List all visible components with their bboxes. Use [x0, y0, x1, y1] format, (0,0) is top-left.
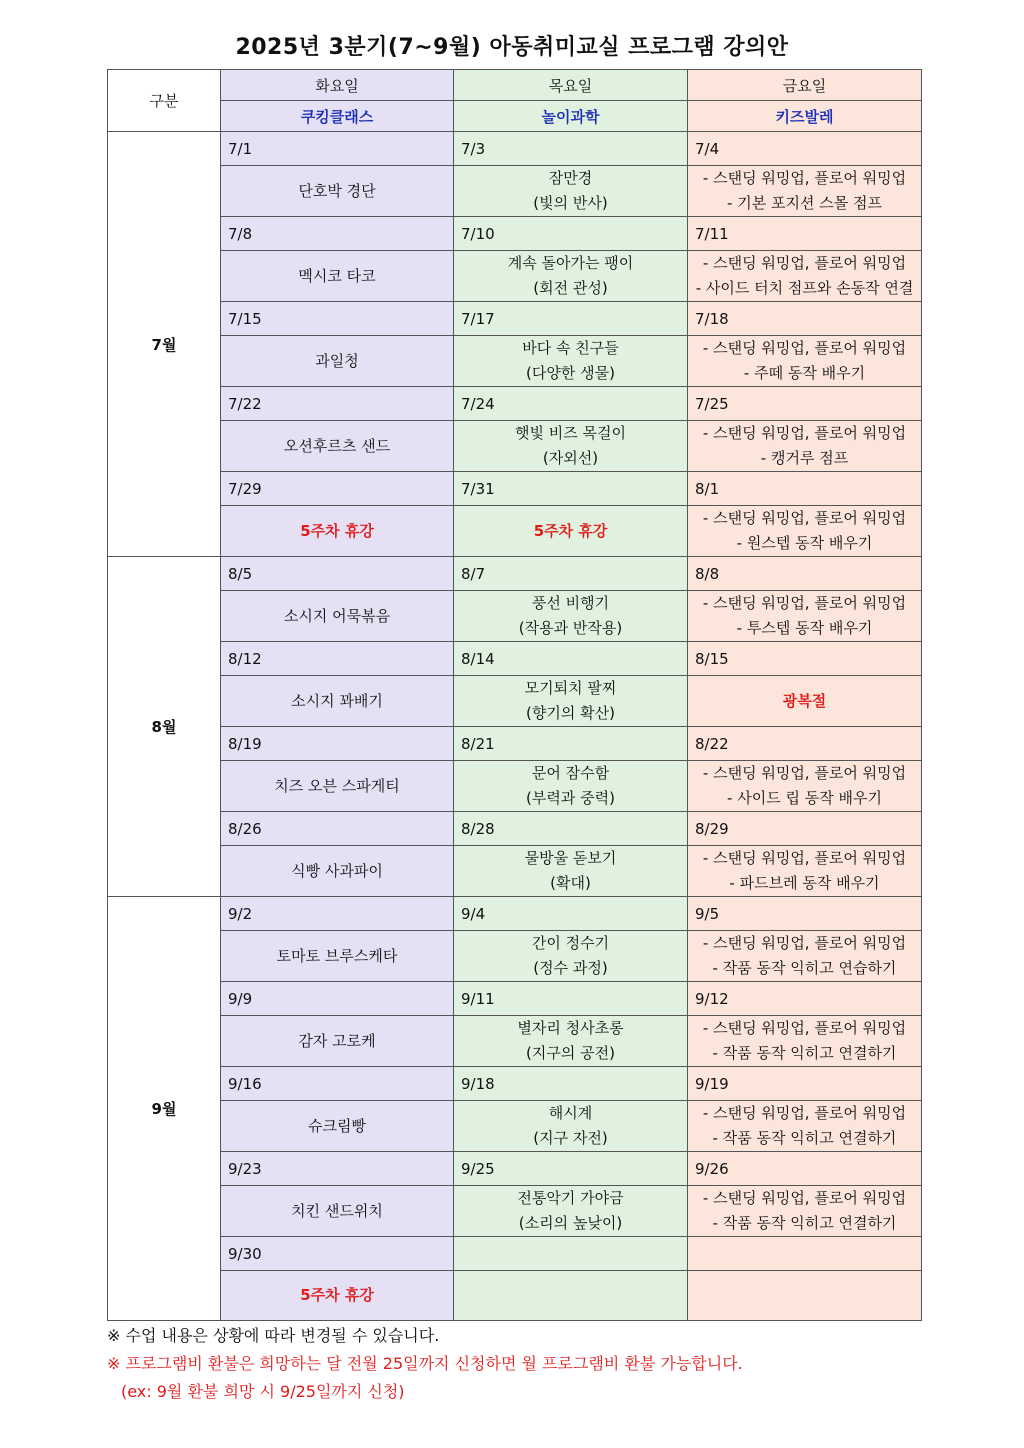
- date-row: [108, 557, 922, 591]
- friday-class-line: - 스탠딩 워밍업, 플로어 워밍업: [702, 1104, 907, 1122]
- friday-class-line: - 스탠딩 워밍업, 플로어 워밍업: [702, 934, 907, 952]
- friday-class-cell: [688, 591, 922, 642]
- day-header-friday: 금요일: [688, 70, 922, 101]
- thursday-class-cell: [454, 676, 688, 727]
- friday-class-cell: [688, 676, 922, 727]
- friday-date: 8/22: [688, 727, 922, 761]
- thursday-date: 9/18: [454, 1067, 688, 1101]
- thursday-date: 9/11: [454, 982, 688, 1016]
- tuesday-class-line: 소시지 어묵볶음: [283, 606, 391, 625]
- tuesday-date: 7/29: [221, 472, 454, 506]
- tuesday-class-cell: [221, 676, 454, 727]
- note-refund: ※ 프로그램비 환불은 희망하는 달 전월 25일까지 신청하면 월 프로그램비 환불 가능합니다.: [107, 1354, 743, 1373]
- friday-class-cell: [688, 506, 922, 557]
- tuesday-date: 9/16: [221, 1067, 454, 1101]
- friday-date: 9/19: [688, 1067, 922, 1101]
- tuesday-date: 7/15: [221, 302, 454, 336]
- content-row: [108, 676, 922, 727]
- friday-class-line: - 주떼 동작 배우기: [743, 364, 866, 382]
- tuesday-class-cell: [221, 761, 454, 812]
- content-row: [108, 1271, 922, 1321]
- thursday-class-line: (빛의 반사): [533, 194, 608, 212]
- friday-class-line: - 스탠딩 워밍업, 플로어 워밍업: [702, 594, 907, 612]
- schedule-table: [107, 69, 922, 1321]
- content-row: [108, 336, 922, 387]
- thursday-class-line: 모기퇴치 팔찌: [524, 679, 617, 697]
- tuesday-class-cell: [221, 506, 454, 557]
- friday-class-cell: [688, 336, 922, 387]
- month-label: 9월: [108, 897, 221, 1321]
- friday-class-line: - 스탠딩 워밍업, 플로어 워밍업: [702, 509, 907, 527]
- thursday-class-cell: [454, 1186, 688, 1237]
- friday-class-cell: [688, 251, 922, 302]
- tuesday-class-cell: [221, 1101, 454, 1152]
- thursday-class-line: (향기의 확산): [526, 704, 615, 722]
- friday-date: 7/25: [688, 387, 922, 421]
- date-row: [108, 387, 922, 421]
- content-row: [108, 1186, 922, 1237]
- friday-class-cell: [688, 846, 922, 897]
- tuesday-date: 7/22: [221, 387, 454, 421]
- tuesday-class-line: 5주차 휴강: [300, 1286, 374, 1304]
- thursday-class-cell: [454, 591, 688, 642]
- thursday-class-line: (지구 자전): [533, 1129, 608, 1147]
- friday-date: 7/4: [688, 132, 922, 166]
- content-row: [108, 421, 922, 472]
- tuesday-date: 8/12: [221, 642, 454, 676]
- tuesday-class-line: 식빵 사과파이: [291, 861, 383, 880]
- friday-class-line: - 스탠딩 워밍업, 플로어 워밍업: [702, 764, 907, 782]
- tuesday-date: 9/23: [221, 1152, 454, 1186]
- thursday-date: 8/21: [454, 727, 688, 761]
- friday-class-line: - 작품 동작 익히고 연습하기: [712, 959, 897, 977]
- date-row: [108, 472, 922, 506]
- note-change: ※ 수업 내용은 상황에 따라 변경될 수 있습니다.: [107, 1326, 440, 1345]
- date-row: [108, 1067, 922, 1101]
- tuesday-class-cell: [221, 846, 454, 897]
- tuesday-class-line: 소시지 꽈배기: [291, 691, 383, 710]
- tuesday-class-cell: [221, 336, 454, 387]
- date-row: [108, 1237, 922, 1271]
- tuesday-date: 8/19: [221, 727, 454, 761]
- content-row: [108, 931, 922, 982]
- notes: [107, 1322, 1007, 1406]
- tuesday-class-line: 치킨 샌드위치: [291, 1201, 383, 1220]
- friday-class-cell: [688, 761, 922, 812]
- thursday-class-line: 별자리 청사초롱: [517, 1019, 624, 1037]
- thursday-class-cell: [454, 1101, 688, 1152]
- tuesday-class-line: 멕시코 타코: [298, 266, 376, 285]
- friday-class-line: 광복절: [782, 691, 827, 710]
- thursday-class-line: 바다 속 친구들: [522, 339, 619, 357]
- thursday-class-cell: [454, 931, 688, 982]
- friday-class-cell: [688, 1186, 922, 1237]
- tuesday-class-cell: [221, 166, 454, 217]
- tuesday-date: 8/26: [221, 812, 454, 846]
- tuesday-date: 9/9: [221, 982, 454, 1016]
- friday-class-line: - 사이드 립 동작 배우기: [727, 789, 882, 807]
- friday-class-line: - 파드브레 동작 배우기: [729, 874, 880, 892]
- tuesday-class-cell: [221, 251, 454, 302]
- thursday-date: 7/10: [454, 217, 688, 251]
- friday-class-line: - 스탠딩 워밍업, 플로어 워밍업: [702, 169, 907, 187]
- tuesday-class-line: 슈크림빵: [308, 1116, 366, 1135]
- thursday-class-line: 문어 잠수함: [531, 764, 610, 782]
- content-row: [108, 761, 922, 812]
- program-cooking-class: 쿠킹클래스: [221, 101, 454, 132]
- friday-class-cell: [688, 1016, 922, 1067]
- thursday-class-line: 잠만경: [548, 169, 593, 187]
- thursday-class-line: (작용과 반작용): [518, 619, 623, 637]
- friday-class-line: - 스탠딩 워밍업, 플로어 워밍업: [702, 424, 907, 442]
- thursday-class-line: 간이 정수기: [531, 934, 610, 952]
- date-row: [108, 727, 922, 761]
- thursday-class-line: 계속 돌아가는 팽이: [507, 254, 634, 272]
- friday-date: 8/29: [688, 812, 922, 846]
- thursday-class-line: 풍선 비행기: [531, 594, 610, 612]
- thursday-class-cell: [454, 761, 688, 812]
- thursday-class-line: (소리의 높낮이): [518, 1214, 623, 1232]
- tuesday-class-cell: [221, 1186, 454, 1237]
- program-play-science: 놀이과학: [454, 101, 688, 132]
- content-row: [108, 1101, 922, 1152]
- friday-class-cell: [688, 1101, 922, 1152]
- thursday-class-line: 물방울 돋보기: [524, 849, 617, 867]
- thursday-class-cell: [454, 1271, 688, 1321]
- content-row: [108, 591, 922, 642]
- tuesday-class-cell: [221, 591, 454, 642]
- thursday-date: 7/31: [454, 472, 688, 506]
- tuesday-class-line: 오션후르츠 샌드: [283, 436, 391, 455]
- friday-class-line: - 캥거루 점프: [760, 449, 849, 467]
- friday-class-line: - 기본 포지션 스몰 점프: [727, 194, 882, 212]
- friday-date: 8/8: [688, 557, 922, 591]
- thursday-class-cell: [454, 1016, 688, 1067]
- friday-date: 8/15: [688, 642, 922, 676]
- thursday-date: 7/3: [454, 132, 688, 166]
- thursday-date: 9/25: [454, 1152, 688, 1186]
- note-refund-example: (ex: 9월 환불 희망 시 9/25일까지 신청): [121, 1382, 405, 1401]
- thursday-class-line: (자외선): [542, 449, 599, 467]
- friday-class-cell: [688, 1271, 922, 1321]
- friday-date: 9/5: [688, 897, 922, 931]
- tuesday-class-line: 5주차 휴강: [300, 521, 374, 540]
- friday-date: 9/26: [688, 1152, 922, 1186]
- date-row: [108, 982, 922, 1016]
- friday-class-line: - 작품 동작 익히고 연결하기: [712, 1129, 897, 1147]
- tuesday-date: 7/1: [221, 132, 454, 166]
- thursday-class-cell: [454, 506, 688, 557]
- date-row: [108, 812, 922, 846]
- content-row: [108, 506, 922, 557]
- friday-class-line: - 작품 동작 익히고 연결하기: [712, 1214, 897, 1232]
- thursday-class-line: (정수 과정): [533, 959, 608, 977]
- date-row: [108, 302, 922, 336]
- date-row: [108, 897, 922, 931]
- friday-date: [688, 1237, 922, 1271]
- thursday-class-cell: [454, 336, 688, 387]
- friday-date: 8/1: [688, 472, 922, 506]
- friday-class-line: - 스탠딩 워밍업, 플로어 워밍업: [702, 339, 907, 357]
- thursday-date: 8/28: [454, 812, 688, 846]
- date-row: [108, 1152, 922, 1186]
- day-header-thursday: 목요일: [454, 70, 688, 101]
- thursday-class-line: 해시계: [548, 1104, 593, 1122]
- month-label: 7월: [108, 132, 221, 557]
- content-row: [108, 166, 922, 217]
- day-header-tuesday: 화요일: [221, 70, 454, 101]
- thursday-class-cell: [454, 251, 688, 302]
- thursday-class-line: 전통악기 가야금: [517, 1189, 624, 1207]
- tuesday-date: 9/30: [221, 1237, 454, 1271]
- tuesday-class-cell: [221, 931, 454, 982]
- tuesday-date: 8/5: [221, 557, 454, 591]
- tuesday-class-line: 치즈 오븐 스파게티: [274, 776, 400, 795]
- tuesday-date: 7/8: [221, 217, 454, 251]
- friday-date: 9/12: [688, 982, 922, 1016]
- friday-date: 7/18: [688, 302, 922, 336]
- friday-class-line: - 스탠딩 워밍업, 플로어 워밍업: [702, 849, 907, 867]
- date-row: [108, 642, 922, 676]
- tuesday-class-line: 감자 고로케: [298, 1031, 376, 1050]
- tuesday-class-line: 토마토 브루스케타: [276, 946, 398, 965]
- thursday-class-line: (지구의 공전): [526, 1044, 615, 1062]
- content-row: [108, 846, 922, 897]
- friday-class-line: - 스탠딩 워밍업, 플로어 워밍업: [702, 254, 907, 272]
- friday-class-line: - 스탠딩 워밍업, 플로어 워밍업: [702, 1189, 907, 1207]
- thursday-class-cell: [454, 846, 688, 897]
- thursday-date: 9/4: [454, 897, 688, 931]
- content-row: [108, 1016, 922, 1067]
- thursday-date: 8/14: [454, 642, 688, 676]
- friday-class-line: - 스탠딩 워밍업, 플로어 워밍업: [702, 1019, 907, 1037]
- page-title: 2025년 3분기(7~9월) 아동취미교실 프로그램 강의안: [235, 35, 789, 60]
- thursday-date: [454, 1237, 688, 1271]
- date-row: [108, 132, 922, 166]
- content-row: [108, 251, 922, 302]
- friday-class-line: - 사이드 터치 점프와 손동작 연결: [695, 279, 914, 297]
- thursday-class-line: (회전 관성): [533, 279, 608, 297]
- friday-class-cell: [688, 421, 922, 472]
- friday-class-cell: [688, 166, 922, 217]
- thursday-date: 8/7: [454, 557, 688, 591]
- thursday-class-line: (부력과 중력): [526, 789, 615, 807]
- tuesday-class-cell: [221, 421, 454, 472]
- thursday-class-cell: [454, 421, 688, 472]
- tuesday-class-cell: [221, 1016, 454, 1067]
- tuesday-date: 9/2: [221, 897, 454, 931]
- friday-class-line: - 원스텝 동작 배우기: [736, 534, 873, 552]
- thursday-class-line: (확대): [550, 874, 591, 892]
- friday-date: 7/11: [688, 217, 922, 251]
- program-kids-ballet: 키즈발레: [688, 101, 922, 132]
- tuesday-class-cell: [221, 1271, 454, 1321]
- thursday-class-line: 햇빛 비즈 목걸이: [515, 424, 626, 442]
- month-label: 8월: [108, 557, 221, 897]
- thursday-date: 7/17: [454, 302, 688, 336]
- tuesday-class-line: 단호박 경단: [298, 181, 376, 200]
- friday-class-line: - 작품 동작 익히고 연결하기: [712, 1044, 897, 1062]
- friday-class-line: - 투스텝 동작 배우기: [736, 619, 873, 637]
- tuesday-class-line: 과일청: [315, 351, 359, 370]
- thursday-class-cell: [454, 166, 688, 217]
- friday-class-cell: [688, 931, 922, 982]
- gubun-header: 구분: [108, 70, 221, 132]
- thursday-date: 7/24: [454, 387, 688, 421]
- thursday-class-line: 5주차 휴강: [533, 521, 608, 540]
- thursday-class-line: (다양한 생물): [526, 364, 615, 382]
- date-row: [108, 217, 922, 251]
